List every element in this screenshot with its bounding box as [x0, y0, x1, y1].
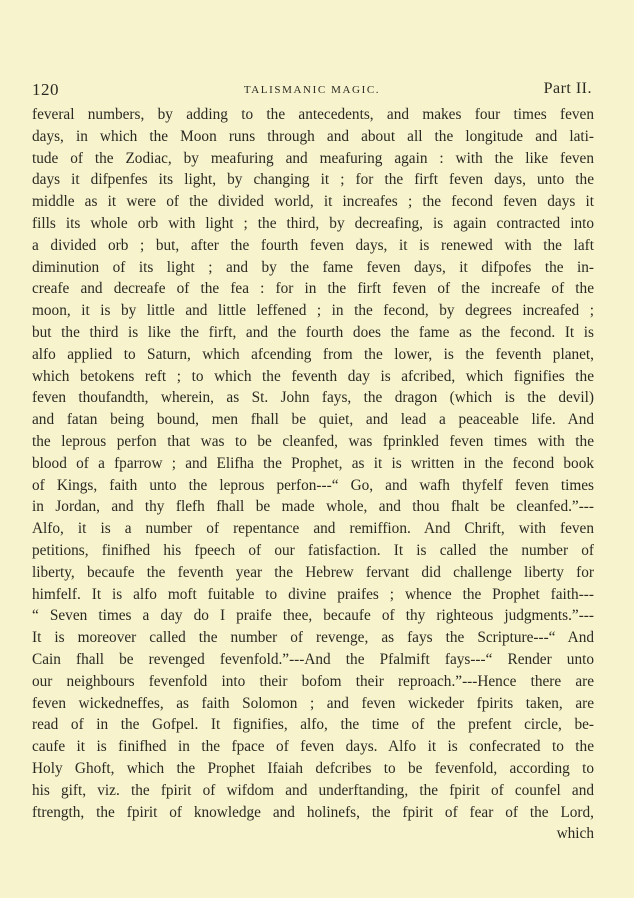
- text-line: middle as it were of the divided world, it increafes ; the fecond feven days it: [32, 193, 594, 211]
- text-line: alfo applied to Saturn, which afcending from the lower, is the feventh planet,: [32, 345, 594, 363]
- text-line: ftrength, the fpirit of knowledge and holinefs, the fpirit of fear of the Lord,: [32, 803, 594, 821]
- text-line: feveral numbers, by adding to the antecedents, and makes four times feven: [32, 106, 594, 123]
- text-line: moon, it is by little and little leffened ; in the fecond, by degrees increafed ;: [32, 302, 594, 320]
- running-title: TALISMANIC MAGIC.: [243, 84, 381, 96]
- text-line: Holy Ghoft, which the Prophet Ifaiah defcribes to be fevenfold, according to: [32, 759, 594, 777]
- text-line: feven wickedneffes, as faith Solomon ; and feven wickeder fpirits taken, are: [32, 694, 594, 712]
- text-line: feven thoufandth, wherein, as St. John fays, the dragon (which is the devil): [32, 389, 594, 407]
- text-line: which betokens reft ; to which the feventh day is afcribed, which fignifies the: [32, 367, 594, 385]
- text-line: petitions, finifhed his fpeech of our fatisfaction. It is called the number of: [32, 541, 594, 559]
- part-label: Part II.: [543, 80, 592, 97]
- text-line: diminution of its light ; and by the fame feven days, it difpofes the in-: [32, 258, 594, 276]
- text-line: creafe and decreafe of the fea : for in the firft feven of the increafe of the: [32, 280, 594, 298]
- text-line: Alfo, it is a number of repentance and remiffion. And Chrift, with feven: [32, 520, 594, 538]
- text-line: blood of a fparrow ; and Elifha the Prophet, as it is written in the fecond book: [32, 454, 594, 472]
- text-line: read of in the Gofpel. It fignifies, alfo, the time of the prefent circle, be-: [32, 716, 594, 734]
- text-line: himfelf. It is alfo moft fuitable to divine praifes ; whence the Prophet faith---: [32, 585, 594, 603]
- text-line: and fatan being bound, men fhall be quiet, and lead a peaceable life. And: [32, 411, 594, 429]
- text-line: but the third is like the firft, and the fourth does the fame as the fecond. It is: [32, 323, 594, 341]
- page-header: [32, 80, 592, 102]
- text-line: Cain fhall be revenged fevenfold.”---And the Pfalmift fays---“ Render unto: [32, 650, 594, 668]
- text-line: of Kings, faith unto the leprous perfon---“ Go, and wafh thyfelf feven times: [32, 476, 594, 494]
- text-line: days it difpenfes its light, by changing it ; for the firft feven days, unto the: [32, 171, 594, 189]
- text-line: liberty, becaufe the feventh year the Hebrew fervant did challenge liberty for: [32, 563, 594, 581]
- text-line: fills its whole orb with light ; the third, by decreafing, is again contracted into: [32, 214, 594, 232]
- page-number: 120: [32, 80, 59, 99]
- body-text: [32, 104, 594, 845]
- text-line: days, in which the Moon runs through and about all the longitude and lati-: [32, 127, 594, 145]
- text-line: the leprous perfon that was to be cleanfed, was fprinkled feven times with the: [32, 432, 594, 450]
- text-line: in Jordan, and thy flefh fhall be made whole, and thou fhalt be cleanfed.”---: [32, 498, 594, 516]
- text-line: “ Seven times a day do I praife thee, becaufe of thy righteous judgments.”---: [32, 607, 594, 625]
- text-line: a divided orb ; but, after the fourth feven days, it is renewed with the laft: [32, 236, 594, 254]
- catchword: which: [556, 825, 594, 843]
- text-line: his gift, viz. the fpirit of wifdom and underftanding, the fpirit of counfel and: [32, 781, 594, 799]
- text-line: It is moreover called the number of revenge, as fays the Scripture---“ And: [32, 629, 594, 647]
- text-line: our neighbours fevenfold into their bofom their reproach.”---Hence there are: [32, 672, 594, 690]
- text-line: caufe it is finifhed in the fpace of feven days. Alfo it is confecrated to the: [32, 738, 594, 756]
- text-line: tude of the Zodiac, by meafuring and meafuring again : with the like feven: [32, 149, 594, 167]
